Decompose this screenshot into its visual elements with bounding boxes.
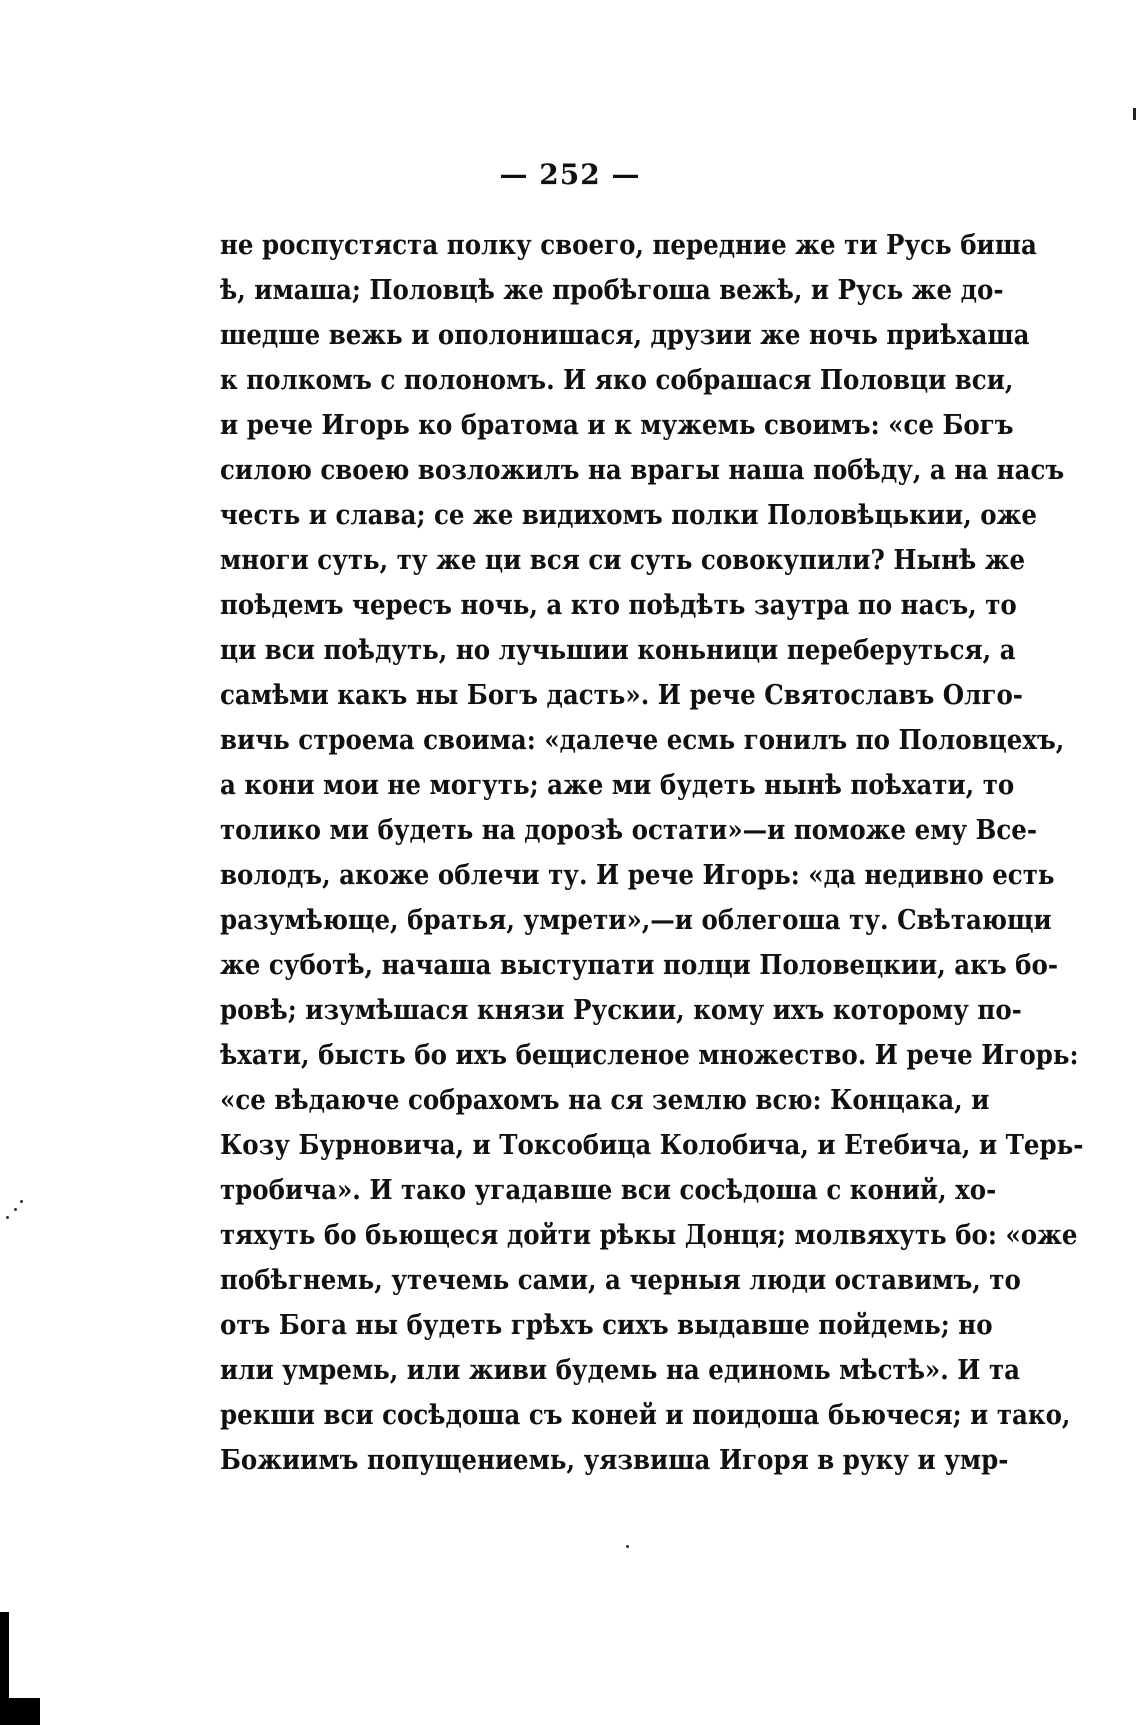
text-line: «се вѣдаюче собрахомъ на ся землю всю: Концака, и [220, 1083, 990, 1116]
text-line: не роспустяста полку своего, передние же ти Русь биша [220, 228, 1037, 261]
text-line: побѣгнемь, утечемь сами, а черныя люди оставимъ, то [220, 1263, 1021, 1296]
text-line: шедше вежь и ополонишася, друзии же ночь приѣхаша [220, 318, 1030, 351]
text-line: Козу Бурновича, и Токсобица Колобича, и Етебича, и Терь- [220, 1128, 1084, 1161]
text-line: многи суть, ту же ци вся си суть совокупили? Нынѣ же [220, 543, 1026, 576]
text-line: ѣ, имаша; Половцѣ же пробѣгоша вежѣ, и Русь же до- [220, 273, 1004, 306]
text-line: или умремь, или живи будемь на единомь мѣстѣ». И та [220, 1353, 1021, 1386]
scan-speck [14, 1208, 17, 1211]
text-line: ци вси поѣдуть, но лучьшии коньници переберуться, а [220, 633, 1016, 666]
text-line: ровѣ; изумѣшася князи Рускии, кому ихъ которому по- [220, 993, 1022, 1026]
scan-speck [626, 1545, 629, 1548]
page-number: — 252 — [499, 158, 641, 191]
scan-speck [20, 1200, 23, 1203]
text-line: самѣми какъ ны Богъ дасть». И рече Святославъ Олго- [220, 678, 1023, 711]
scan-artifact-tick [1133, 108, 1136, 120]
text-line: ѣхати, бысть бо ихъ бещисленое множество. И рече Игорь: [220, 1038, 1079, 1071]
text-line: тробича». И тако угадавше вси сосѣдоша с коний, хо- [220, 1173, 997, 1206]
text-line: разумѣюще, братья, умрети»,—и облегоша ту. Свѣтающи [220, 903, 1052, 936]
text-line: отъ Бога ны будеть грѣхъ сихъ выдавше пойдемь; но [220, 1308, 993, 1341]
scan-edge-shadow [0, 1698, 40, 1725]
text-line: к полкомъ с полономъ. И яко собрашася Половци вси, [220, 363, 1014, 396]
text-line: поѣдемъ чересъ ночь, а кто поѣдѣть заутра по насъ, то [220, 588, 1017, 621]
text-line: честь и слава; се же видихомъ полки Половѣцькии, оже [220, 498, 1037, 531]
body-text [220, 222, 1084, 1482]
text-line: и рече Игорь ко братома и к мужемь своимъ: «се Богъ [220, 408, 1014, 441]
text-line: силою своею возложилъ на врагы наша побѣду, а на насъ [220, 453, 1065, 486]
scan-speck [6, 1216, 9, 1219]
text-line: тяхуть бо бьющеся дойти рѣкы Донця; молвяхуть бо: «оже [220, 1218, 1078, 1251]
text-line: рекши вси сосѣдоша съ коней и поидоша бьючеся; и тако, [220, 1398, 1071, 1431]
text-line: же суботѣ, начаша выступати полци Половецкии, акъ бо- [220, 948, 1059, 981]
text-line: толико ми будеть на дорозѣ остати»—и поможе ему Все- [220, 813, 1038, 846]
text-line: володъ, акоже облечи ту. И рече Игорь: «да недивно есть [220, 858, 1055, 891]
text-line: а кони мои не могуть; аже ми будеть нынѣ поѣхати, то [220, 768, 1015, 801]
text-line: вичь строема своима: «далече есмь гонилъ по Половцехъ, [220, 723, 1065, 756]
text-line: Божиимъ попущениемь, уязвиша Игоря в руку и умр- [220, 1443, 1009, 1476]
